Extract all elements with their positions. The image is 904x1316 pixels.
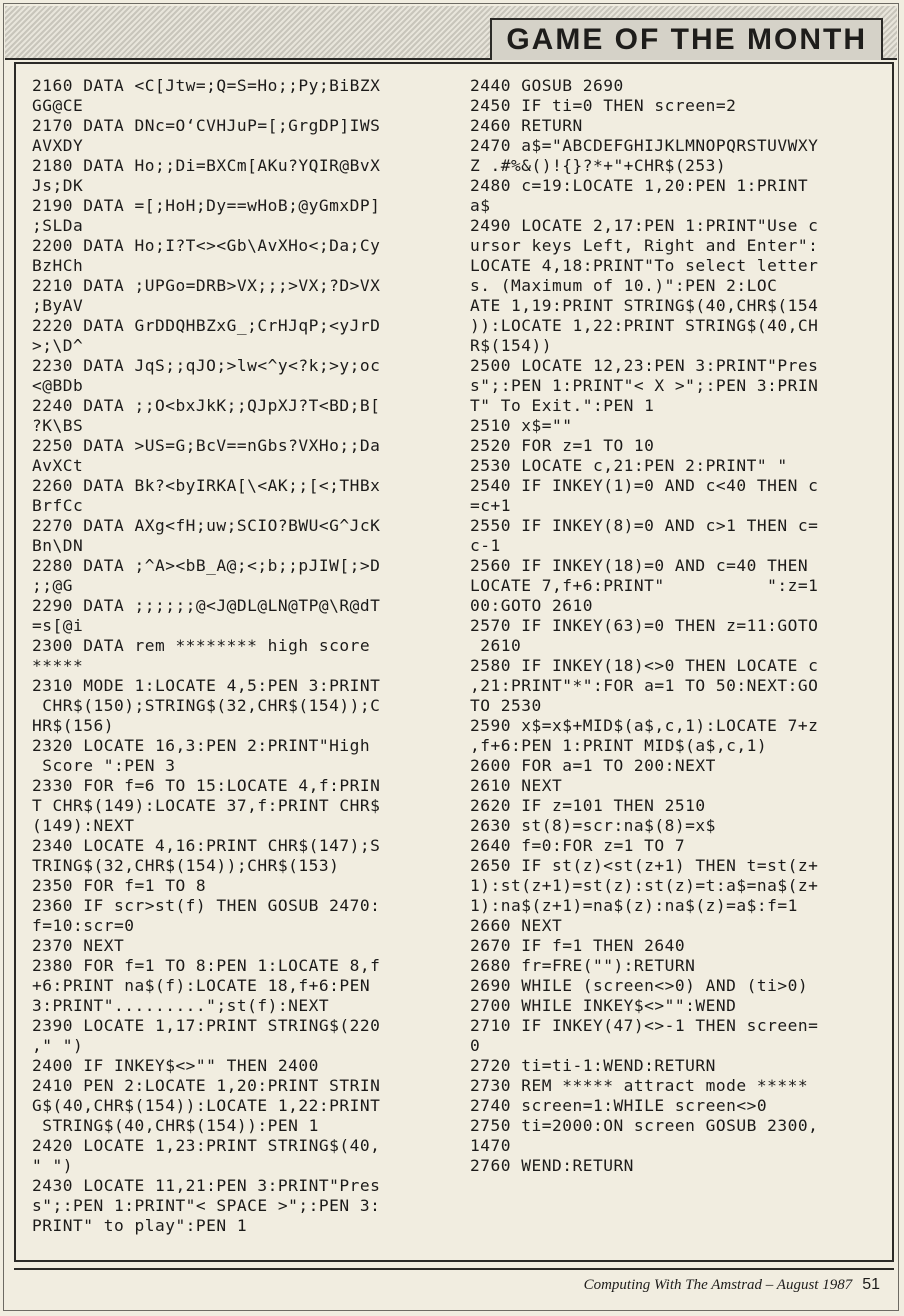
section-title: GAME OF THE MONTH: [490, 18, 883, 60]
code-line: R$(154)): [470, 336, 552, 355]
code-line: 2280 DATA ;^A><bB_A@;<;b;;pJIW[;>D: [32, 556, 381, 575]
code-line: 2420 LOCATE 1,23:PRINT STRING$(40,: [32, 1136, 381, 1155]
code-line: 2660 NEXT: [470, 916, 563, 935]
code-line: 2350 FOR f=1 TO 8: [32, 876, 207, 895]
code-line: 2360 IF scr>st(f) THEN GOSUB 2470:: [32, 896, 381, 915]
code-line: 2630 st(8)=scr:na$(8)=x$: [470, 816, 716, 835]
code-line: 00:GOTO 2610: [470, 596, 593, 615]
code-line: TO 2530: [470, 696, 542, 715]
code-line: 2310 MODE 1:LOCATE 4,5:PEN 3:PRINT: [32, 676, 381, 695]
code-line: 2180 DATA Ho;;Di=BXCm[AKu?YQIR@BvX: [32, 156, 381, 175]
code-line: 2210 DATA ;UPGo=DRB>VX;;;>VX;?D>VX: [32, 276, 381, 295]
code-line: ,f+6:PEN 1:PRINT MID$(a$,c,1): [470, 736, 768, 755]
code-line: 2740 screen=1:WHILE screen<>0: [470, 1096, 768, 1115]
listing-column-right: [470, 76, 888, 1176]
code-line: T CHR$(149):LOCATE 37,f:PRINT CHR$: [32, 796, 381, 815]
code-line: *****: [32, 656, 84, 675]
code-line: 2250 DATA >US=G;BcV==nGbs?VXHo;;Da: [32, 436, 381, 455]
code-line: 2370 NEXT: [32, 936, 125, 955]
code-line: Z .#%&()!{}?*+"+CHR$(253): [470, 156, 727, 175]
code-line: 2160 DATA <C[Jtw=;Q=S=Ho;;Py;BiBZX: [32, 76, 381, 95]
code-line: 0: [470, 1036, 481, 1055]
code-line: ,21:PRINT"*":FOR a=1 TO 50:NEXT:GO: [470, 676, 819, 695]
code-line: 2580 IF INKEY(18)<>0 THEN LOCATE c: [470, 656, 819, 675]
code-line: CHR$(150);STRING$(32,CHR$(154));C: [32, 696, 381, 715]
code-line: 2730 REM ***** attract mode *****: [470, 1076, 809, 1095]
page-number: 51: [862, 1276, 880, 1293]
code-line: =s[@i: [32, 616, 84, 635]
code-line: 2240 DATA ;;O<bxJkK;;QJpXJ?T<BD;B[: [32, 396, 381, 415]
code-line: ?K\BS: [32, 416, 84, 435]
code-line: ;SLDa: [32, 216, 84, 235]
code-line: AvXCt: [32, 456, 84, 475]
code-line: a$: [470, 196, 491, 215]
code-line: 2510 x$="": [470, 416, 573, 435]
code-line: 2200 DATA Ho;I?T<><Gb\AvXHo<;Da;Cy: [32, 236, 381, 255]
code-line: 2220 DATA GrDDQHBZxG_;CrHJqP;<yJrD: [32, 316, 381, 335]
code-line: 2620 IF z=101 THEN 2510: [470, 796, 706, 815]
code-line: 2480 c=19:LOCATE 1,20:PEN 1:PRINT: [470, 176, 809, 195]
code-line: 2440 GOSUB 2690: [470, 76, 624, 95]
code-line: 2650 IF st(z)<st(z+1) THEN t=st(z+: [470, 856, 819, 875]
code-line: 2590 x$=x$+MID$(a$,c,1):LOCATE 7+z: [470, 716, 819, 735]
code-line: ," "): [32, 1036, 84, 1055]
code-line: +6:PRINT na$(f):LOCATE 18,f+6:PEN: [32, 976, 371, 995]
code-line: )):LOCATE 1,22:PRINT STRING$(40,CH: [470, 316, 819, 335]
code-line: 2560 IF INKEY(18)=0 AND c=40 THEN: [470, 556, 809, 575]
code-line: 1):na$(z+1)=na$(z):na$(z)=a$:f=1: [470, 896, 798, 915]
code-line: 2720 ti=ti-1:WEND:RETURN: [470, 1056, 716, 1075]
code-line: 2190 DATA =[;HoH;Dy==wHoB;@yGmxDP]: [32, 196, 381, 215]
header-band: [5, 6, 897, 60]
code-line: BzHCh: [32, 256, 84, 275]
code-line: c-1: [470, 536, 501, 555]
code-line: ATE 1,19:PRINT STRING$(40,CHR$(154: [470, 296, 819, 315]
code-line: f=10:scr=0: [32, 916, 135, 935]
code-line: 1):st(z+1)=st(z):st(z)=t:a$=na$(z+: [470, 876, 819, 895]
code-line: >;\D^: [32, 336, 84, 355]
code-line: 2430 LOCATE 11,21:PEN 3:PRINT"Pres: [32, 1176, 381, 1195]
code-line: 3:PRINT".........";st(f):NEXT: [32, 996, 330, 1015]
code-line: s. (Maximum of 10.)":PEN 2:LOC: [470, 276, 778, 295]
code-line: =c+1: [470, 496, 511, 515]
code-line: 2290 DATA ;;;;;;@<J@DL@LN@TP@\R@dT: [32, 596, 381, 615]
code-line: 1470: [470, 1136, 511, 1155]
code-line: 2450 IF ti=0 THEN screen=2: [470, 96, 737, 115]
code-line: 2500 LOCATE 12,23:PEN 3:PRINT"Pres: [470, 356, 819, 375]
code-line: 2610: [470, 636, 522, 655]
code-line: s";:PEN 1:PRINT"< SPACE >";:PEN 3:: [32, 1196, 381, 1215]
code-line: 2400 IF INKEY$<>"" THEN 2400: [32, 1056, 319, 1075]
code-line: ;ByAV: [32, 296, 84, 315]
code-line: 2700 WHILE INKEY$<>"":WEND: [470, 996, 737, 1015]
code-line: 2600 FOR a=1 TO 200:NEXT: [470, 756, 716, 775]
code-line: 2710 IF INKEY(47)<>-1 THEN screen=: [470, 1016, 819, 1035]
code-line: <@BDb: [32, 376, 84, 395]
code-line: s";:PEN 1:PRINT"< X >";:PEN 3:PRIN: [470, 376, 819, 395]
code-line: BrfCc: [32, 496, 84, 515]
code-line: 2260 DATA Bk?<byIRKA[\<AK;;[<;THBx: [32, 476, 381, 495]
code-line: 2300 DATA rem ******** high score: [32, 636, 371, 655]
code-line: 2460 RETURN: [470, 116, 583, 135]
code-line: 2690 WHILE (screen<>0) AND (ti>0): [470, 976, 809, 995]
code-line: 2610 NEXT: [470, 776, 563, 795]
code-line: GG@CE: [32, 96, 84, 115]
code-line: 2340 LOCATE 4,16:PRINT CHR$(147);S: [32, 836, 381, 855]
code-line: 2640 f=0:FOR z=1 TO 7: [470, 836, 686, 855]
code-line: Bn\DN: [32, 536, 84, 555]
code-line: HR$(156): [32, 716, 114, 735]
code-line: LOCATE 4,18:PRINT"To select letter: [470, 256, 819, 275]
code-line: 2680 fr=FRE(""):RETURN: [470, 956, 696, 975]
code-line: 2230 DATA JqS;;qJO;>lw<^y<?k;>y;oc: [32, 356, 381, 375]
code-line: 2270 DATA AXg<fH;uw;SCIO?BWU<G^JcK: [32, 516, 381, 535]
publication-credit: Computing With The Amstrad – August 1987: [583, 1277, 853, 1293]
code-line: 2760 WEND:RETURN: [470, 1156, 634, 1175]
code-line: 2490 LOCATE 2,17:PEN 1:PRINT"Use c: [470, 216, 819, 235]
listing-column-left: [32, 76, 452, 1236]
code-line: 2320 LOCATE 16,3:PEN 2:PRINT"High: [32, 736, 371, 755]
code-line: 2530 LOCATE c,21:PEN 2:PRINT" ": [470, 456, 788, 475]
code-line: 2540 IF INKEY(1)=0 AND c<40 THEN c: [470, 476, 819, 495]
code-line: AVXDY: [32, 136, 84, 155]
code-line: " "): [32, 1156, 73, 1175]
code-line: ursor keys Left, Right and Enter":: [470, 236, 819, 255]
code-line: 2410 PEN 2:LOCATE 1,20:PRINT STRIN: [32, 1076, 381, 1095]
page-footer: [584, 1276, 880, 1294]
code-line: TRING$(32,CHR$(154));CHR$(153): [32, 856, 340, 875]
code-line: 2330 FOR f=6 TO 15:LOCATE 4,f:PRIN: [32, 776, 381, 795]
code-line: (149):NEXT: [32, 816, 135, 835]
code-line: T" To Exit.":PEN 1: [470, 396, 655, 415]
code-line: LOCATE 7,f+6:PRINT" ":z=1: [470, 576, 819, 595]
code-line: STRING$(40,CHR$(154)):PEN 1: [32, 1116, 319, 1135]
code-line: PRINT" to play":PEN 1: [32, 1216, 248, 1235]
code-line: 2170 DATA DNc=O‘CVHJuP=[;GrgDP]IWS: [32, 116, 381, 135]
code-line: 2670 IF f=1 THEN 2640: [470, 936, 686, 955]
code-line: 2550 IF INKEY(8)=0 AND c>1 THEN c=: [470, 516, 819, 535]
code-line: Js;DK: [32, 176, 84, 195]
code-line: 2380 FOR f=1 TO 8:PEN 1:LOCATE 8,f: [32, 956, 381, 975]
code-line: 2520 FOR z=1 TO 10: [470, 436, 655, 455]
code-line: 2390 LOCATE 1,17:PRINT STRING$(220: [32, 1016, 381, 1035]
code-line: G$(40,CHR$(154)):LOCATE 1,22:PRINT: [32, 1096, 381, 1115]
code-line: 2470 a$="ABCDEFGHIJKLMNOPQRSTUVWXY: [470, 136, 819, 155]
footer-rule: [14, 1268, 894, 1270]
code-line: 2750 ti=2000:ON screen GOSUB 2300,: [470, 1116, 819, 1135]
code-line: Score ":PEN 3: [32, 756, 176, 775]
code-line: 2570 IF INKEY(63)=0 THEN z=11:GOTO: [470, 616, 819, 635]
code-line: ;;@G: [32, 576, 73, 595]
